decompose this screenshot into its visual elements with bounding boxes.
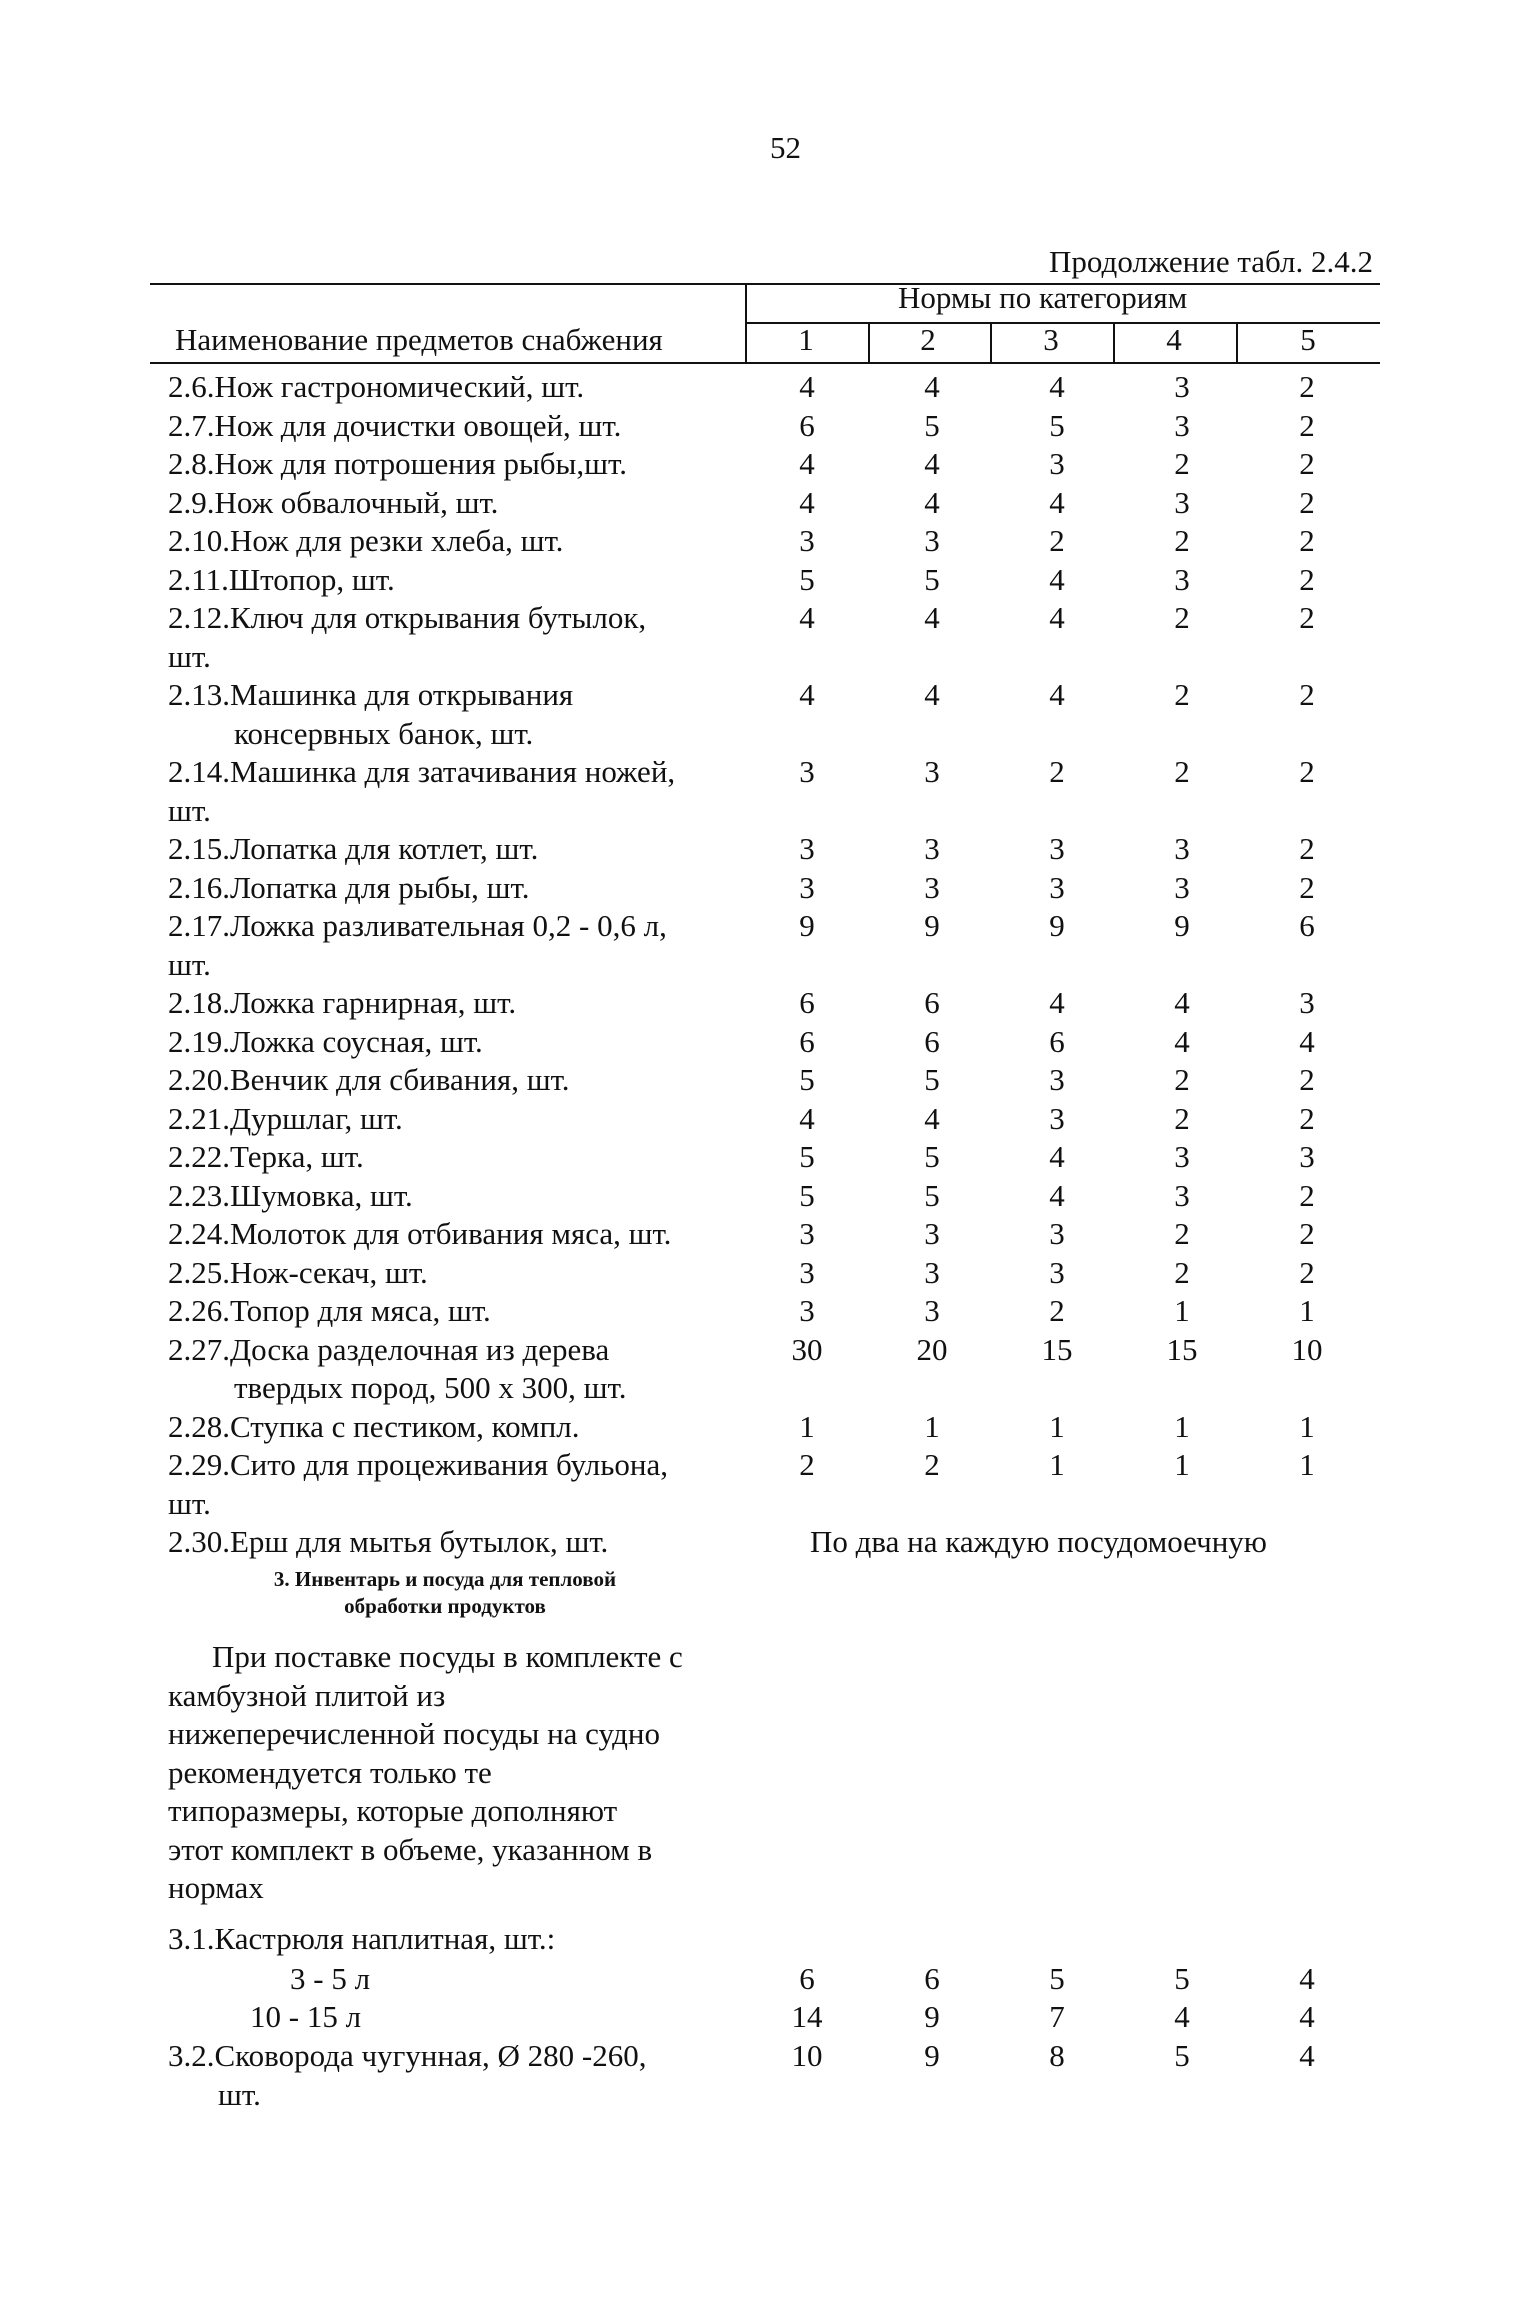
value-cat-4: 3 xyxy=(1174,561,1190,597)
value-cat-5: 2 xyxy=(1299,1254,1315,1290)
page-number: 52 xyxy=(770,130,801,165)
item-name xyxy=(168,1254,738,1293)
item-3-1-label: 3.1.Кастрюля наплитная, шт.: xyxy=(168,1921,556,1956)
value-cat-1: 3 xyxy=(799,831,815,866)
value-cat-5: 2 xyxy=(1299,677,1315,712)
value-cat-3: 4 xyxy=(1049,369,1065,404)
item-name-line: 3.2.Сковорода чугунная, Ø 280 -260, xyxy=(168,2038,647,2073)
value-cat-4: 1 xyxy=(1174,1447,1190,1482)
item-name xyxy=(168,484,738,523)
value-cat-1: 14 xyxy=(791,1999,823,2034)
value-cat-1: 3 xyxy=(799,869,815,905)
item-name-line: 2.16.Лопатка для рыбы, шт. xyxy=(168,869,530,905)
item-name-line: 2.15.Лопатка для котлет, шт. xyxy=(168,831,539,866)
value-cat-3: 2 xyxy=(1049,523,1065,558)
section-3-heading-line-1: 3. Инвентарь и посуда для тепловой xyxy=(273,1567,617,1591)
norms-header: Нормы по категориям xyxy=(898,280,1188,315)
value-cat-5: 3 xyxy=(1299,1139,1315,1174)
value-cat-4: 2 xyxy=(1174,600,1190,635)
value-cat-4: 15 xyxy=(1166,1331,1198,1367)
value-cat-3: 9 xyxy=(1049,908,1065,943)
value-cat-5: 2 xyxy=(1299,600,1315,635)
category-header-2: 2 xyxy=(920,322,936,357)
item-name-line: 2.12.Ключ для открывания бутылок, xyxy=(168,600,647,635)
value-cat-5: 2 xyxy=(1299,369,1315,404)
value-cat-3: 2 xyxy=(1049,1293,1065,1328)
item-name-line: шт. xyxy=(218,2076,261,2112)
value-cat-5: 2 xyxy=(1299,484,1315,520)
header-bottom-rule xyxy=(150,362,1380,364)
value-cat-4: 5 xyxy=(1174,1961,1190,1996)
item-name-line: 2.19.Ложка соусная, шт. xyxy=(168,1023,483,1059)
value-cat-4: 4 xyxy=(1174,1023,1190,1059)
value-cat-5: 1 xyxy=(1299,1293,1315,1328)
item-name-line: твердых пород, 500 х 300, шт. xyxy=(234,1370,627,1405)
name-column-header: Наименование предметов снабжения xyxy=(175,322,663,357)
item-name xyxy=(168,1215,738,1254)
value-cat-1: 3 xyxy=(799,1216,815,1251)
value-cat-3: 7 xyxy=(1049,1999,1065,2034)
value-cat-4: 2 xyxy=(1174,523,1190,558)
paragraph-line: нижеперечисленной посуды на судно xyxy=(168,1716,660,1751)
section-3-heading-line-2: обработки продуктов xyxy=(344,1594,546,1618)
value-cat-1: 3 xyxy=(799,1293,815,1328)
item-name-line: 2.9.Нож обвалочный, шт. xyxy=(168,484,499,520)
value-cat-2: 4 xyxy=(924,1100,940,1136)
item-name-line: 2.26.Топор для мяса, шт. xyxy=(168,1293,491,1328)
paragraph-line: камбузной плитой из xyxy=(168,1677,446,1713)
row-note: По два на каждую посудомоечную xyxy=(810,1524,1267,1559)
item-name xyxy=(168,368,738,407)
item-name-line: 2.13.Машинка для открывания xyxy=(168,677,574,712)
item-name-line: 2.25.Нож-секач, шт. xyxy=(168,1254,428,1290)
value-cat-1: 9 xyxy=(799,908,815,943)
sub-row-label: 3 - 5 л xyxy=(290,1961,371,1996)
value-cat-4: 2 xyxy=(1174,1254,1190,1290)
value-cat-4: 9 xyxy=(1174,908,1190,943)
item-name-line: 2.7.Нож для дочистки овощей, шт. xyxy=(168,407,622,443)
value-cat-3: 4 xyxy=(1049,1177,1065,1213)
value-cat-2: 3 xyxy=(924,1254,940,1290)
item-name xyxy=(168,1331,738,1408)
item-name-line: 2.20.Венчик для сбивания, шт. xyxy=(168,1062,570,1097)
value-cat-5: 1 xyxy=(1299,1447,1315,1482)
paragraph-line: При поставке посуды в комплекте с xyxy=(212,1639,683,1674)
value-cat-1: 5 xyxy=(799,1139,815,1174)
value-cat-5: 1 xyxy=(1299,1408,1315,1444)
value-cat-3: 3 xyxy=(1049,1254,1065,1290)
item-name-line: 2.28.Ступка с пестиком, компл. xyxy=(168,1408,580,1444)
value-cat-4: 1 xyxy=(1174,1408,1190,1444)
value-cat-5: 2 xyxy=(1299,869,1315,905)
value-cat-2: 6 xyxy=(924,1023,940,1059)
value-cat-2: 4 xyxy=(924,484,940,520)
header-divider-0 xyxy=(745,283,747,363)
value-cat-5: 2 xyxy=(1299,446,1315,481)
value-cat-1: 5 xyxy=(799,1177,815,1213)
item-name-line: шт. xyxy=(168,1485,211,1521)
value-cat-3: 4 xyxy=(1049,484,1065,520)
value-cat-1: 10 xyxy=(791,2038,823,2073)
value-cat-5: 2 xyxy=(1299,1100,1315,1136)
value-cat-3: 1 xyxy=(1049,1408,1065,1444)
value-cat-3: 5 xyxy=(1049,407,1065,443)
value-cat-5: 2 xyxy=(1299,1177,1315,1213)
value-cat-3: 3 xyxy=(1049,831,1065,866)
value-cat-2: 5 xyxy=(924,1062,940,1097)
value-cat-5: 2 xyxy=(1299,523,1315,558)
value-cat-2: 4 xyxy=(924,600,940,635)
item-name xyxy=(168,1023,738,1062)
value-cat-4: 2 xyxy=(1174,1100,1190,1136)
value-cat-1: 3 xyxy=(799,523,815,558)
value-cat-3: 4 xyxy=(1049,677,1065,712)
item-name xyxy=(168,907,738,984)
item-name xyxy=(168,407,738,446)
section-3-paragraph xyxy=(168,1638,758,1908)
category-header-4: 4 xyxy=(1166,322,1182,357)
value-cat-4: 3 xyxy=(1174,484,1190,520)
value-cat-3: 3 xyxy=(1049,446,1065,481)
item-name xyxy=(168,869,738,908)
value-cat-5: 2 xyxy=(1299,1216,1315,1251)
item-name xyxy=(168,984,738,1023)
value-cat-2: 5 xyxy=(924,407,940,443)
value-cat-4: 3 xyxy=(1174,369,1190,404)
item-name xyxy=(168,522,738,561)
value-cat-2: 3 xyxy=(924,831,940,866)
value-cat-3: 3 xyxy=(1049,869,1065,905)
paragraph-line: рекомендуется только те xyxy=(168,1754,492,1790)
item-name-line: 2.24.Молоток для отбивания мяса, шт. xyxy=(168,1216,672,1251)
category-header-5: 5 xyxy=(1300,322,1316,357)
item-name-line: 2.27.Доска разделочная из дерева xyxy=(168,1331,610,1367)
item-3-2-name xyxy=(168,2037,738,2114)
value-cat-4: 4 xyxy=(1174,1999,1190,2034)
value-cat-2: 3 xyxy=(924,754,940,789)
value-cat-3: 3 xyxy=(1049,1216,1065,1251)
item-name xyxy=(168,599,738,676)
item-name-line: шт. xyxy=(168,792,211,828)
item-name-line: 2.6.Нож гастрономический, шт. xyxy=(168,369,585,404)
value-cat-4: 2 xyxy=(1174,677,1190,712)
item-name-line: 2.23.Шумовка, шт. xyxy=(168,1177,413,1213)
value-cat-3: 3 xyxy=(1049,1100,1065,1136)
value-cat-1: 4 xyxy=(799,600,815,635)
item-name xyxy=(168,1177,738,1216)
value-cat-5: 4 xyxy=(1299,1961,1315,1996)
paragraph-line: нормах xyxy=(168,1870,264,1905)
value-cat-5: 2 xyxy=(1299,407,1315,443)
value-cat-2: 5 xyxy=(924,1139,940,1174)
value-cat-2: 6 xyxy=(924,985,940,1020)
value-cat-5: 4 xyxy=(1299,1999,1315,2034)
item-name xyxy=(168,1061,738,1100)
item-name xyxy=(168,561,738,600)
item-name xyxy=(168,676,738,753)
value-cat-1: 4 xyxy=(799,369,815,404)
value-cat-2: 4 xyxy=(924,677,940,712)
category-header-3: 3 xyxy=(1043,322,1059,357)
item-name-line: шт. xyxy=(168,638,211,674)
value-cat-3: 2 xyxy=(1049,754,1065,789)
value-cat-1: 6 xyxy=(799,407,815,443)
category-header-1: 1 xyxy=(798,322,814,357)
value-cat-1: 6 xyxy=(799,985,815,1020)
item-name xyxy=(168,1446,738,1523)
value-cat-2: 9 xyxy=(924,2038,940,2073)
value-cat-3: 15 xyxy=(1041,1331,1073,1367)
value-cat-4: 3 xyxy=(1174,1139,1190,1174)
item-name-line: 2.11.Штопор, шт. xyxy=(168,561,395,597)
value-cat-4: 3 xyxy=(1174,407,1190,443)
item-name-line: 2.14.Машинка для затачивания ножей, xyxy=(168,754,676,789)
value-cat-1: 5 xyxy=(799,1062,815,1097)
header-divider-2 xyxy=(990,322,992,363)
table-top-rule xyxy=(150,283,1380,285)
value-cat-2: 3 xyxy=(924,523,940,558)
value-cat-3: 4 xyxy=(1049,600,1065,635)
item-name xyxy=(168,1100,738,1139)
value-cat-5: 2 xyxy=(1299,831,1315,866)
value-cat-4: 3 xyxy=(1174,1177,1190,1213)
value-cat-3: 1 xyxy=(1049,1447,1065,1482)
header-divider-1 xyxy=(868,322,870,363)
value-cat-1: 1 xyxy=(799,1408,815,1444)
value-cat-1: 6 xyxy=(799,1023,815,1059)
value-cat-2: 3 xyxy=(924,1216,940,1251)
item-name xyxy=(168,1523,738,1562)
value-cat-4: 3 xyxy=(1174,869,1190,905)
item-name-line: 2.30.Ерш для мытья бутылок, шт. xyxy=(168,1524,609,1559)
item-name-line: 2.22.Терка, шт. xyxy=(168,1139,364,1174)
header-divider-4 xyxy=(1236,322,1238,363)
value-cat-5: 10 xyxy=(1291,1331,1323,1367)
value-cat-4: 4 xyxy=(1174,985,1190,1020)
value-cat-3: 4 xyxy=(1049,1139,1065,1174)
value-cat-5: 2 xyxy=(1299,561,1315,597)
section-3-heading xyxy=(150,1566,740,1620)
item-name xyxy=(168,1408,738,1447)
item-name-line: консервных банок, шт. xyxy=(234,715,534,751)
value-cat-3: 5 xyxy=(1049,1961,1065,1996)
value-cat-2: 9 xyxy=(924,1999,940,2034)
paragraph-line: типоразмеры, которые дополняют xyxy=(168,1793,618,1828)
value-cat-2: 4 xyxy=(924,369,940,404)
value-cat-2: 5 xyxy=(924,1177,940,1213)
value-cat-2: 6 xyxy=(924,1961,940,1996)
value-cat-2: 20 xyxy=(916,1331,948,1367)
table-continuation-label: Продолжение табл. 2.4.2 xyxy=(1049,244,1373,279)
value-cat-1: 4 xyxy=(799,446,815,481)
item-name xyxy=(168,753,738,830)
value-cat-4: 5 xyxy=(1174,2038,1190,2073)
paragraph-line: этот комплект в объеме, указанном в xyxy=(168,1831,653,1867)
value-cat-5: 3 xyxy=(1299,985,1315,1020)
value-cat-2: 9 xyxy=(924,908,940,943)
sub-row-label: 10 - 15 л xyxy=(250,1999,362,2034)
header-divider-3 xyxy=(1113,322,1115,363)
value-cat-2: 5 xyxy=(924,561,940,597)
value-cat-1: 30 xyxy=(791,1331,823,1367)
value-cat-2: 1 xyxy=(924,1408,940,1444)
value-cat-2: 3 xyxy=(924,869,940,905)
item-name-line: 2.21.Дуршлаг, шт. xyxy=(168,1100,403,1136)
value-cat-3: 4 xyxy=(1049,561,1065,597)
value-cat-1: 2 xyxy=(799,1447,815,1482)
value-cat-3: 4 xyxy=(1049,985,1065,1020)
value-cat-1: 5 xyxy=(799,561,815,597)
value-cat-4: 2 xyxy=(1174,754,1190,789)
value-cat-1: 3 xyxy=(799,754,815,789)
item-name-line: 2.29.Сито для процеживания бульона, xyxy=(168,1447,668,1482)
item-name xyxy=(168,1292,738,1331)
value-cat-3: 8 xyxy=(1049,2038,1065,2073)
value-cat-4: 2 xyxy=(1174,446,1190,481)
value-cat-2: 2 xyxy=(924,1447,940,1482)
item-name xyxy=(168,1138,738,1177)
item-name xyxy=(168,830,738,869)
item-name-line: шт. xyxy=(168,946,211,982)
value-cat-5: 4 xyxy=(1299,2038,1315,2073)
value-cat-1: 3 xyxy=(799,1254,815,1290)
value-cat-5: 2 xyxy=(1299,1062,1315,1097)
value-cat-3: 3 xyxy=(1049,1062,1065,1097)
value-cat-3: 6 xyxy=(1049,1023,1065,1059)
item-name-line: 2.17.Ложка разливательная 0,2 - 0,6 л, xyxy=(168,908,667,943)
value-cat-1: 4 xyxy=(799,1100,815,1136)
item-name-line: 2.10.Нож для резки хлеба, шт. xyxy=(168,523,564,558)
value-cat-4: 1 xyxy=(1174,1293,1190,1328)
item-name-line: 2.8.Нож для потрошения рыбы,шт. xyxy=(168,446,627,481)
value-cat-2: 3 xyxy=(924,1293,940,1328)
value-cat-1: 6 xyxy=(799,1961,815,1996)
value-cat-1: 4 xyxy=(799,677,815,712)
value-cat-5: 4 xyxy=(1299,1023,1315,1059)
value-cat-1: 4 xyxy=(799,484,815,520)
value-cat-4: 2 xyxy=(1174,1062,1190,1097)
value-cat-5: 2 xyxy=(1299,754,1315,789)
value-cat-4: 3 xyxy=(1174,831,1190,866)
value-cat-2: 4 xyxy=(924,446,940,481)
value-cat-5: 6 xyxy=(1299,908,1315,943)
item-name-line: 2.18.Ложка гарнирная, шт. xyxy=(168,985,517,1020)
item-name xyxy=(168,445,738,484)
value-cat-4: 2 xyxy=(1174,1216,1190,1251)
